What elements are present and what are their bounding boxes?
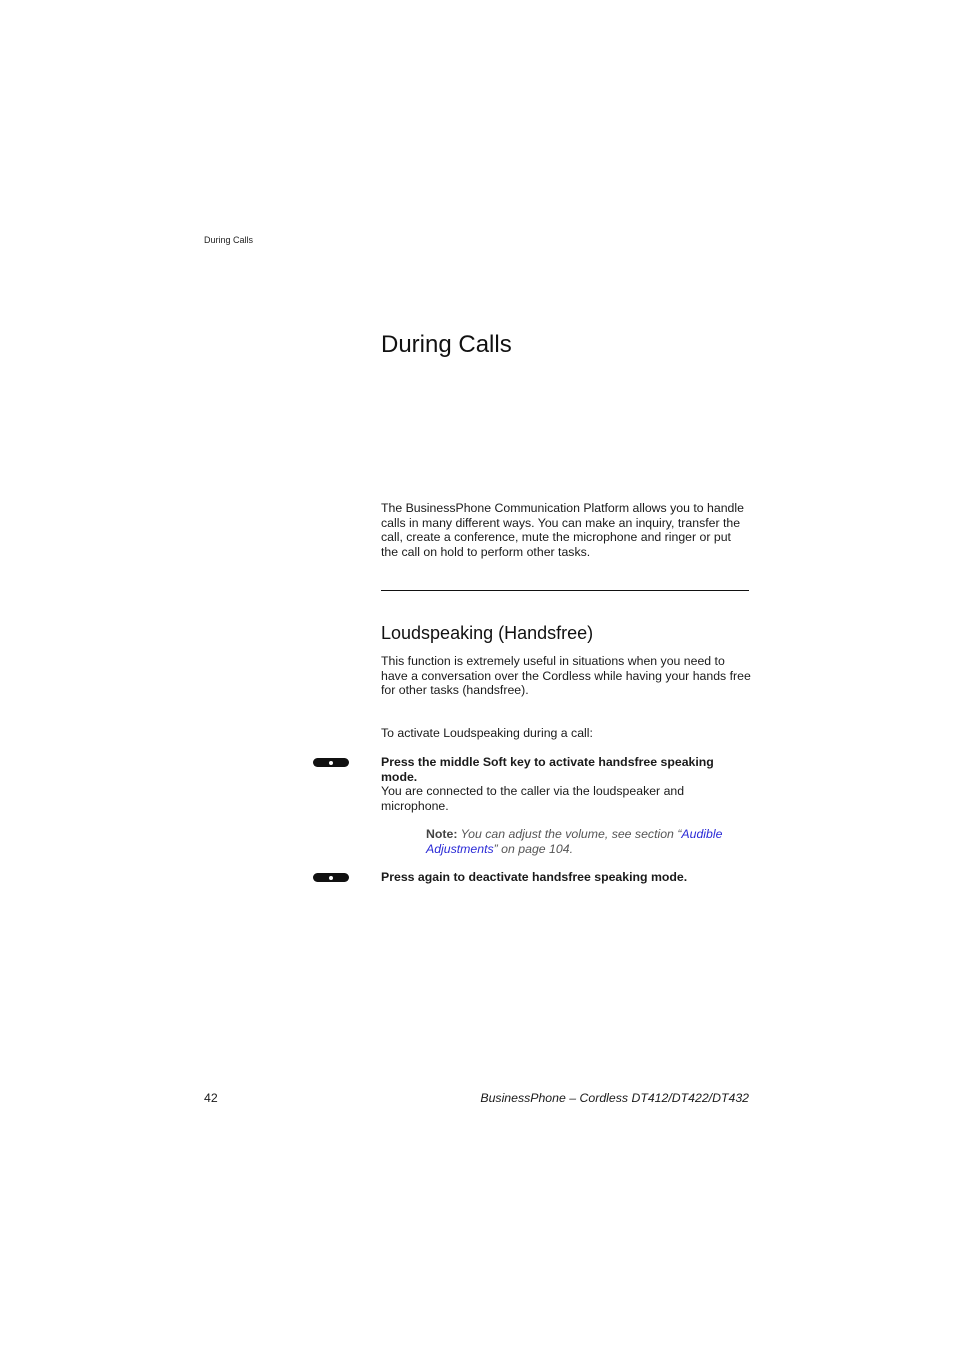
step-activate (381, 755, 751, 814)
step-instruction: Press again to deactivate handsfree speaking mode. (381, 870, 688, 884)
note-text-after: ” on page 104. (493, 841, 573, 856)
audible-adjustments-link[interactable]: Audible Adjustments (426, 827, 723, 856)
step-instruction: Press the middle Soft key to activate handsfree speaking mode. (381, 755, 714, 784)
section-lead: To activate Loudspeaking during a call: (381, 726, 593, 740)
soft-key-icon (313, 758, 349, 767)
chapter-intro: The BusinessPhone Communication Platform allows you to handle calls in many different ways. You can make an inquiry, transfer the call, create a conference, mute the microphone and ringer or put the call on hold to perform other tasks. (381, 501, 744, 560)
document-title: BusinessPhone – Cordless DT412/DT422/DT432 (480, 1091, 749, 1105)
soft-key-icon (313, 873, 349, 882)
page-number: 42 (204, 1091, 218, 1105)
section-description: This function is extremely useful in situations when you need to have a conversation over the Cordless while having your hands free for other tasks (handsfree). (381, 654, 751, 698)
chapter-title: During Calls (381, 331, 512, 358)
section-title: Loudspeaking (Handsfree) (381, 623, 594, 643)
running-head: During Calls (204, 235, 254, 245)
note-text-before: You can adjust the volume, see section “ (457, 827, 682, 841)
section-divider (381, 590, 749, 591)
note-label: Note: (426, 827, 458, 841)
step-detail: You are connected to the caller via the loudspeaker and microphone. (381, 784, 685, 814)
step-deactivate (381, 870, 751, 885)
note (426, 827, 746, 856)
